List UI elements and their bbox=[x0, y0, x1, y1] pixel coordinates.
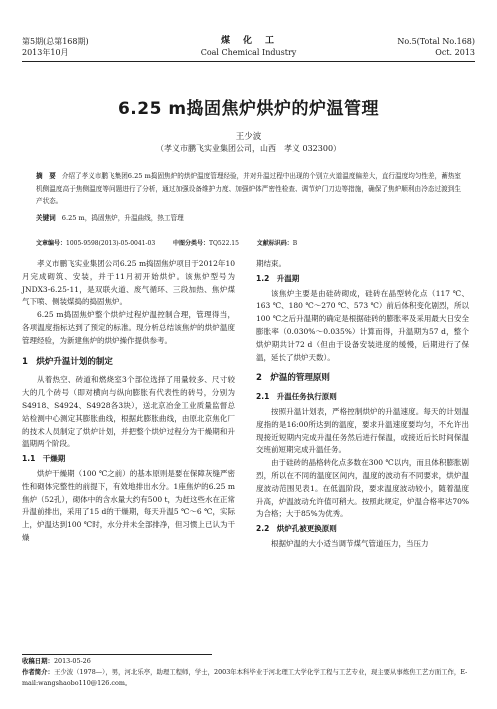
docno-label: 文章编号： bbox=[36, 240, 67, 247]
paragraph: 孝义市鹏飞实业集团公司6.25 m捣固焦炉项目于2012年10月完成砌筑、安装，并于11月初开始烘炉。该焦炉型号为JNDX3-6.25-11，是双联火道、废气循环、三段加热、焦炉煤气下喷、侧装煤捣的捣固焦炉。 bbox=[22, 259, 235, 307]
paragraph: 由于硅砖的晶格转化点多数在300 ℃以内，而且体积膨胀剧烈，所以在不同的温度区间内，温度的波动有不同要求，烘炉温度波动范围见表1。在低温阶段，要求温度波动较小，随着温度升高，炉温波动允许值可稍大。按照此规定，炉温合格率达70%为合格；大于85%为优秀。 bbox=[256, 458, 469, 519]
header-date-en: Oct. 2013 bbox=[435, 48, 475, 57]
header-issue-number-en: No.5(Total No.168) bbox=[397, 37, 475, 46]
subsection-heading: 1.1 干燥期 bbox=[22, 454, 66, 464]
keywords-label: 关键词 bbox=[36, 214, 56, 222]
doc-code-value: B bbox=[292, 240, 298, 247]
header-rule bbox=[22, 61, 475, 62]
paragraph: 从着热空、砖道和燃烧室3个部位选择了用量较多、尺寸较大的几个砖号（即对横向与纵向膨胀有代表性的砖号，分别为S4918、S4924、S4928各3块），送北京冶金工业质量监督总站检测中心测定其膨胀曲线，根据此膨胀曲线，由原北京焦化厂的技术人员制定了烘炉计划，并把整个烘炉过程分为干燥期和升温期两个阶段。 bbox=[22, 375, 235, 449]
paragraph: 期结束。 bbox=[256, 259, 286, 268]
header-issue-en bbox=[397, 36, 475, 58]
header-journal-en: Coal Chemical Industry bbox=[200, 48, 297, 57]
keywords bbox=[36, 213, 461, 224]
header-journal-cn: 煤 化 工 bbox=[220, 36, 276, 46]
abstract-label: 摘 要 bbox=[36, 172, 56, 180]
paragraph: 6.25 m捣固焦炉整个烘炉过程炉温控制合理，管理得当，各项温度指标达到了预定的标准。现分析总结该焦炉的烘炉温度管理经验，为新建焦炉的烘炉操作提供参考。 bbox=[22, 310, 235, 345]
subsection-heading: 2.2 烘炉孔被更换原则 bbox=[256, 524, 337, 534]
subsection-heading: 1.2 升温期 bbox=[256, 273, 300, 283]
body-left-column bbox=[22, 258, 235, 545]
abstract-text: 介绍了孝义市鹏飞集团6.25 m捣固焦炉的烘炉温度管理经验，并对升温过程中出现的个别立火道温度偏差大，直行温度均匀性差，蓄热室机侧温度高于焦侧温度等问题进行了分析，通过加强设备维护力度、加强炉体严密性检查、调节炉门刀边等措施，确保了焦炉顺利由冷态过渡到生产状态。 bbox=[36, 172, 462, 205]
author-bio-text: 王少波（1978—），男，河北乐亭，助理工程师，学士，2003年本科毕业于河北理工大学化学工程与工艺专业，现主要从事炼焦工艺方面工作，E-mail:wangshaobo110@126.com。 bbox=[22, 668, 468, 687]
abstract bbox=[36, 170, 461, 208]
article-affiliation: （孝义市鹏飞实业集团公司，山西 孝义 032300） bbox=[155, 144, 342, 153]
clc-value: TQ522.15 bbox=[209, 240, 239, 247]
docno-value: 1005-9598(2013)-05-0041-03 bbox=[66, 240, 156, 247]
paragraph: 烘炉干燥期（100 ℃之前）的基本原则是要在保障灰缝严密性和砌体完整性的前提下，有效地排出水分。1座焦炉的6.25 m焦炉（52孔），砌体中的含水量大约有500 t，为赶这些水在正常升温前排出，采用了15 d的干燥期，每天升温5 ℃～6 ℃，实际上，炉温达到100 ℃时，水分并未全部排净，但习惯上已认为干燥 bbox=[22, 468, 236, 542]
paragraph: 该焦炉主要是由硅砖砌成，硅砖在晶型转化点（117 ℃、163 ℃、180 ℃～270 ℃、573 ℃）前后体积变化剧烈，所以100 ℃之后升温期的确定是根据硅砖的膨胀率及采用最大日安全膨胀率（0.030%～0.035%）计算而得，升温期为57 d，整个烘炉期共计72 d（但由于设备安装进度的缓慢，后期进行了保温，延长了烘炉天数）。 bbox=[256, 288, 469, 362]
classification-line bbox=[36, 239, 461, 249]
running-header bbox=[22, 36, 475, 62]
header-issue: 第5期(总第168期) bbox=[22, 37, 89, 46]
footnote-rule bbox=[22, 654, 212, 655]
section-heading: 1 烘炉升温计划的制定 bbox=[22, 356, 113, 367]
doc-code-label: 文献标识码： bbox=[256, 240, 293, 247]
footnote bbox=[22, 656, 475, 689]
body-right-column bbox=[256, 258, 469, 551]
article-author: 王少波 bbox=[235, 132, 262, 142]
keywords-text: 6.25 m，捣固焦炉，升温曲线，热工管理 bbox=[61, 214, 184, 222]
received-date bbox=[22, 656, 475, 667]
paragraph: 根据炉温的大小适当调节煤气管道压力，当压力 bbox=[271, 538, 429, 548]
subsection-heading: 2.1 升温任务执行原则 bbox=[256, 392, 337, 402]
received-label: 收稿日期： bbox=[22, 657, 54, 665]
received-value: 2013-05-26 bbox=[53, 657, 91, 665]
section-heading: 2 炉温的管理原则 bbox=[256, 373, 330, 384]
article-title: 6.25 m捣固焦炉烘炉的炉温管理 bbox=[117, 99, 380, 119]
author-bio-label: 作者简介： bbox=[22, 668, 54, 676]
clc-label: 中图分类号： bbox=[173, 240, 210, 247]
header-date-cn: 2013年10月 bbox=[22, 48, 69, 57]
author-bio bbox=[22, 667, 475, 689]
paragraph: 按照升温计划表，严格控制烘炉的升温速度。每天的计划温度指的是16:00所达到的温度，要求升温速度要均匀，不允许出现接近短期内完成升温任务然后进行保温，或接近后长时间保温交班前短期完成升温任务。 bbox=[256, 406, 469, 455]
